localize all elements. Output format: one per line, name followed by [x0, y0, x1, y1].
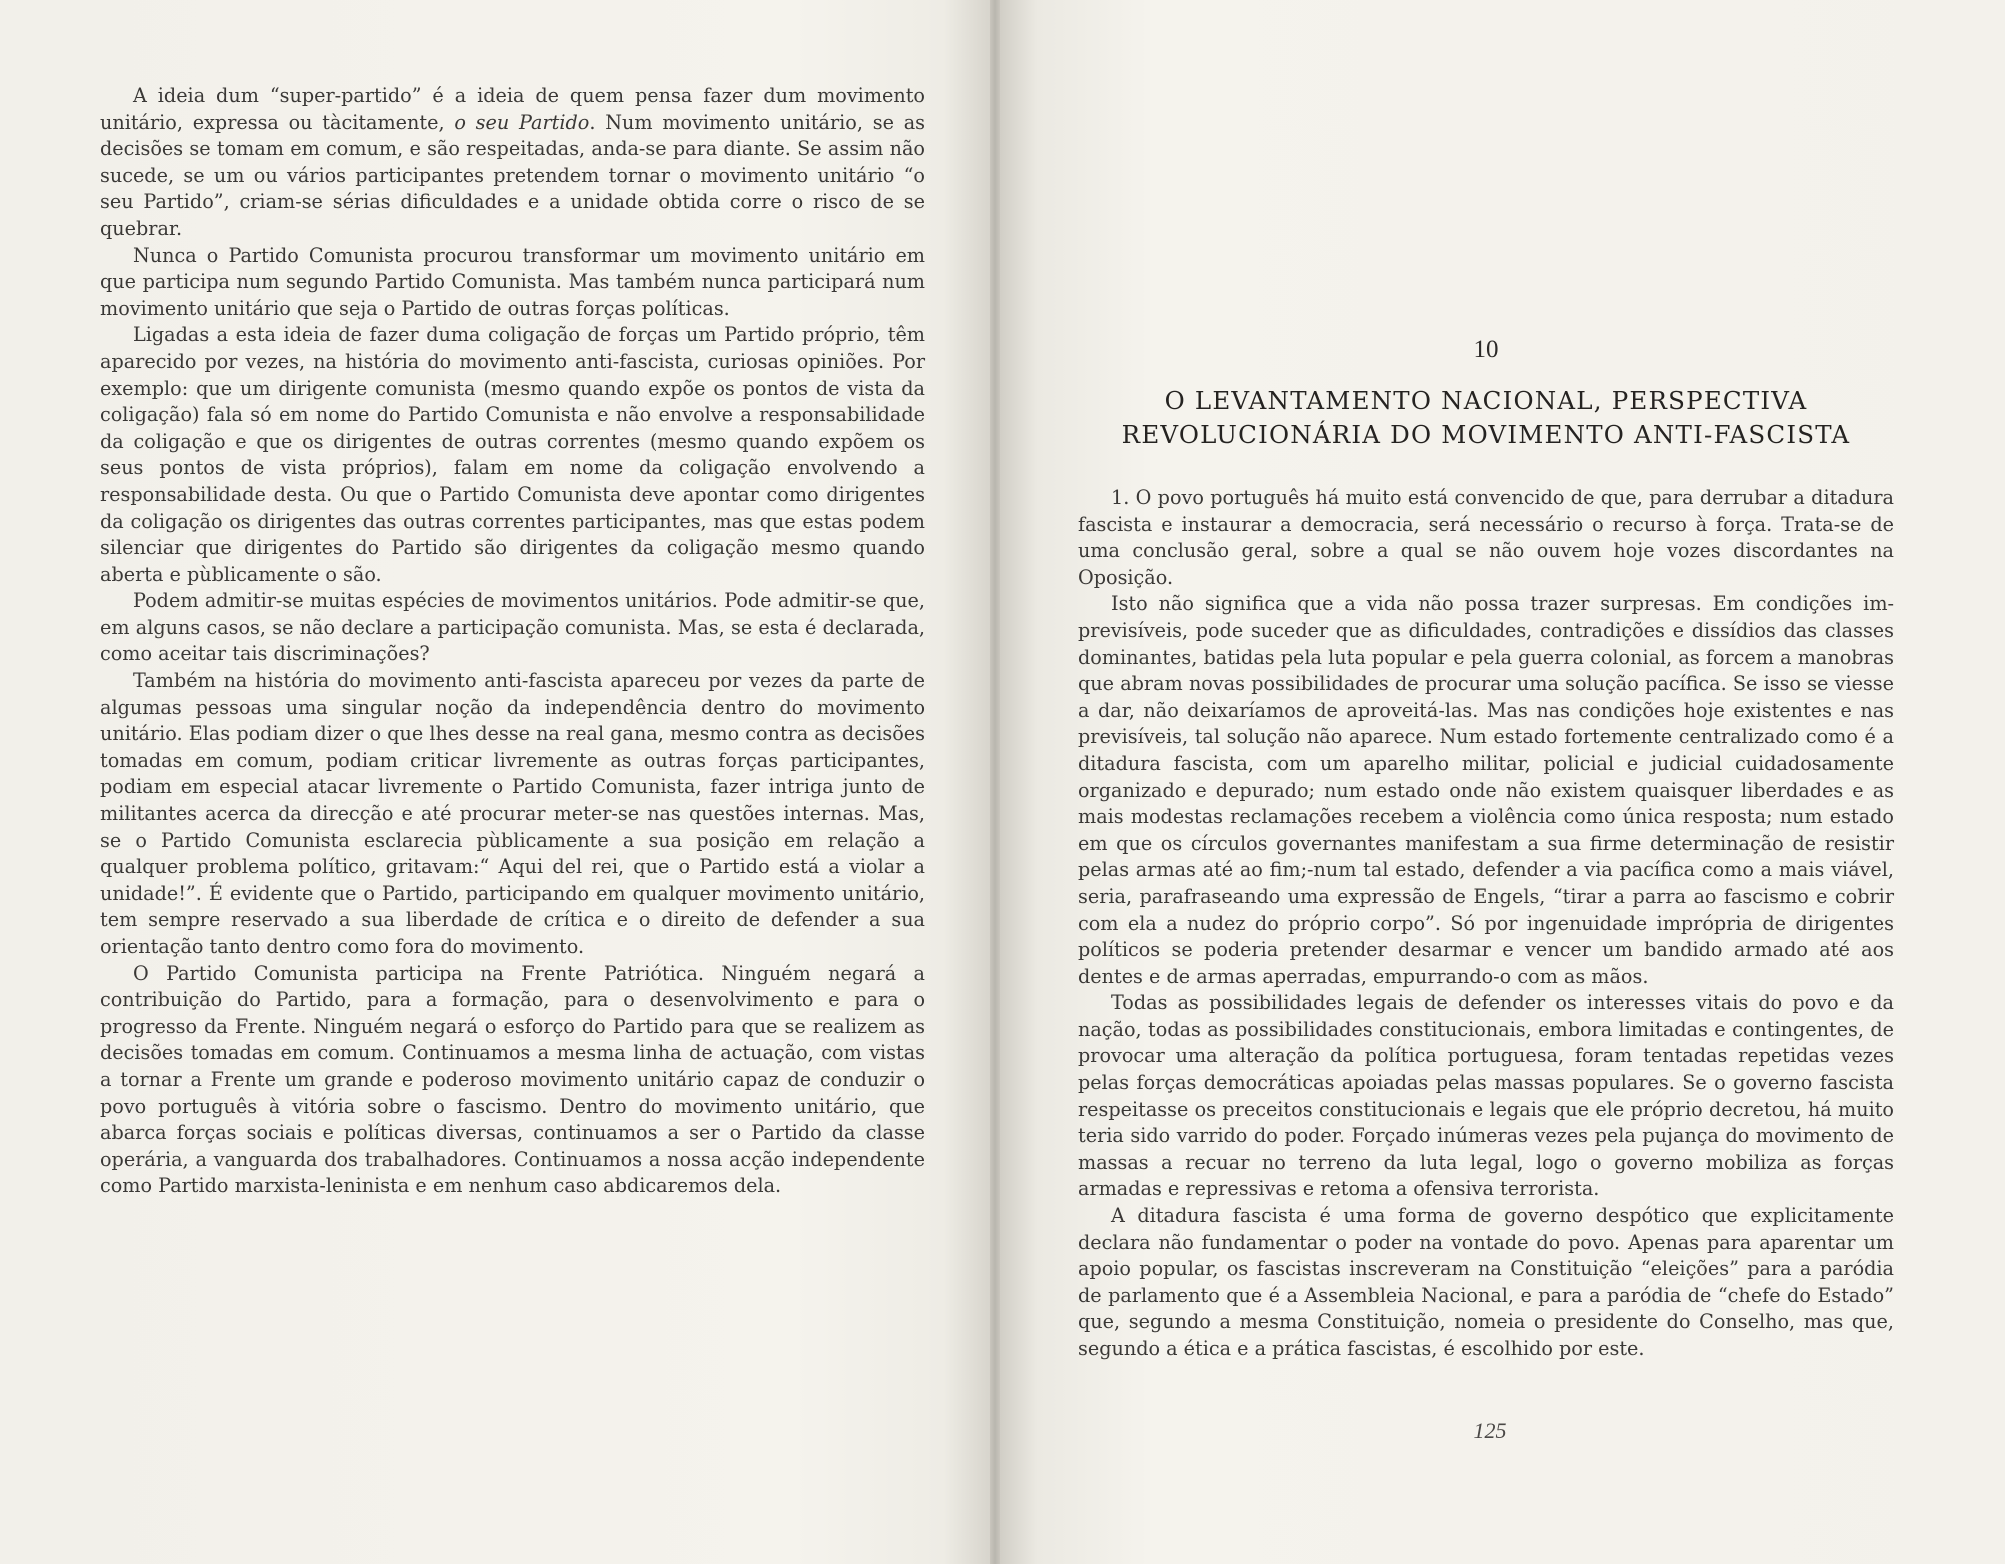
chapter-number: 10 — [1473, 336, 1499, 363]
chapter-title-line-1: O LEVANTAMENTO NACIONAL, PERSPECTIVA — [1164, 386, 1808, 415]
left-paragraph-4: Podem admitir-se muitas espécies de movimentos unitários. Pode admitir-se que, em alguns casos, se não declare a participação comunista. Mas, se esta é declarada, como aceitar tais discriminações? — [100, 589, 925, 666]
emphasis-text: o seu Partido — [454, 110, 590, 134]
left-paragraph-5: Também na história do movimento anti-fascista apareceu por vezes da parte de algumas pessoas uma singular noção da independência dentro do movimento unitário. Elas podiam dizer o que lhes desse na real gana, mesmo contra as decisões tomadas em comum, podiam criticar livremente as outras forças participantes, podiam em especial atacar livremente o Partido Comunista, fazer intriga junto de militantes acerca da direcção e até procurar meter-se nas questões internas. Mas, se o Partido Comunista esclarecia pùblicamente a sua posição em relação a qualquer problema político, gritavam:“ Aqui del rei, que o Partido está a violar a unidade!”. É evidente que o Partido, participando em qualquer movimento unitário, tem sempre reservado a sua liberdade de crítica e o direito de defender a sua orientação tanto dentro como fora do movimento. — [100, 669, 925, 958]
left-paragraph-1: A ideia dum “super-partido” é a ideia de quem pensa fazer dum movimento unitário, expressa ou tàcitamente, o seu Partido. Num movimento unitário, se as decisões se tomam em comum, e são respeitadas, anda-se para diante. Se assim não sucede, se um ou vários participantes pretendem tornar o movimento unitário “o seu Partido”, criam-se sérias dificuldades e a unidade obtida corre o risco de se quebrar. — [100, 84, 925, 240]
chapter-title-line-2: REVOLUCIONÁRIA DO MOVIMENTO ANTI-FASCISTA — [1121, 420, 1851, 449]
book-gutter — [990, 0, 1000, 1564]
chapter-title — [1078, 384, 1894, 452]
page-number: 125 — [1473, 1418, 1507, 1443]
right-paragraph-3: Todas as possibilidades legais de defender os interesses vitais do povo e da nação, todas as possibilidades constitucionais, embora limitadas e contingentes, de provocar uma alteração da política portuguesa, foram tentadas repetidas vezes pelas forças democráticas apoiadas pelas massas populares. Se o governo fascista respeitasse os preceitos constitucionais e legais que ele próprio decretou, há muito teria sido varrido do poder. Forçado inúmeras vezes pela pujança do movimento de massas a recuar no terreno da luta legal, logo o governo mobiliza as forças armadas e repressivas e retoma a ofensiva terrorista. — [1078, 991, 1894, 1201]
left-page-text — [100, 83, 925, 1200]
right-paragraph-1: 1. O povo português há muito está convencido de que, para derrubar a ditadura fascista e instaurar a democracia, será necessário o recurso à força. Trata-se de uma conclusão geral, sobre a qual se não ouvem hoje vozes discordantes na Oposição. — [1078, 486, 1894, 589]
right-paragraph-4: A ditadura fascista é uma forma de governo despótico que explicitamente declara não fundamentar o poder na vontade do povo. Apenas para aparentar um apoio popular, os fascistas inscreveram na Constituição “eleições” para a paródia de parlamento que é a Assembleia Nacional, e para a paródia de “chefe do Estado” que, segundo a mesma Constituição, nomeia o presidente do Conselho, mas que, segundo a ética e a prática fascistas, é escolhido por este. — [1078, 1204, 1894, 1360]
left-paragraph-3: Ligadas a esta ideia de fazer duma coligação de forças um Partido próprio, têm aparecido por vezes, na história do movimento anti-fascista, curiosas opiniões. Por exemplo: que um dirigente comunista (mesmo quando expõe os pontos de vista da coligação) fala só em nome do Partido Comunista e não envolve a responsabilidade da coligação e que os dirigentes de outras correntes (mesmo quando expõem os seus pontos de vista próprios), falam em nome da coligação envolvendo a responsabilidade desta. Ou que o Partido Comunista deve apontar como dirigentes da coligação os dirigentes das outras correntes participantes, mas que estas podem silenciar que dirigentes do Partido são dirigentes da coligação mesmo quando aberta e pùblicamente o são. — [100, 323, 925, 586]
left-paragraph-6: O Partido Comunista participa na Frente Patriótica. Ninguém negará a contribuição do Partido, para a formação, para o desenvolvimento e para o progresso da Frente. Ninguém negará o esforço do Partido para que se realizem as decisões tomadas em comum. Continuamos a mesma linha de actuação, com vistas a tornar a Frente um grande e poderoso movimento unitário capaz de conduzir o povo português à vitória sobre o fascismo. Dentro do movimento unitário, que abarca forças sociais e políticas diversas, continuamos a ser o Partido da classe operária, a vanguarda dos trabalhadores. Continuamos a nossa acção independente como Partido marxista-leninista e em nenhum caso abdicaremos dela. — [100, 961, 925, 1198]
left-paragraph-2: Nunca o Partido Comunista procurou transformar um movimento unitário em que participa num segundo Partido Comunista. Mas também nunca participará num movimento unitário que seja o Partido de outras forças políticas. — [100, 243, 925, 320]
right-page-text — [1078, 485, 1894, 1363]
right-paragraph-2: Isto não significa que a vida não possa trazer surpresas. Em condições imprevisíveis, pode suceder que as dificuldades, contradições e dissídios das classes dominantes, batidas pela luta popular e pela guerra colonial, as forcem a manobras que abram novas possibilidades de procurar uma solução pacífica. Se isso se viesse a dar, não deixaríamos de aproveitá-las. Mas nas condições hoje existentes e nas previsíveis, tal solução não aparece. Num estado fortemente centralizado como é a ditadura fascista, com um aparelho militar, policial e judicial cuidadosamente organizado e depurado; num estado onde não existem quaisquer liberdades e as mais modestas reclamações recebem a violência como única resposta; num estado em que os círculos governantes manifestam a sua firme determinação de resistir pelas armas até ao fim;-num tal estado, defender a via pacífica como a mais viável, seria, parafraseando uma expressão de Engels, “tirar a parra ao fascismo e cobrir com ela a nudez do próprio corpo”. Só por ingenuidade imprópria de dirigentes políticos se poderia pretender desarmar e vencer um bandido armado até aos dentes e de armas aperradas, empurrando-o com as mãos. — [1078, 592, 1894, 988]
